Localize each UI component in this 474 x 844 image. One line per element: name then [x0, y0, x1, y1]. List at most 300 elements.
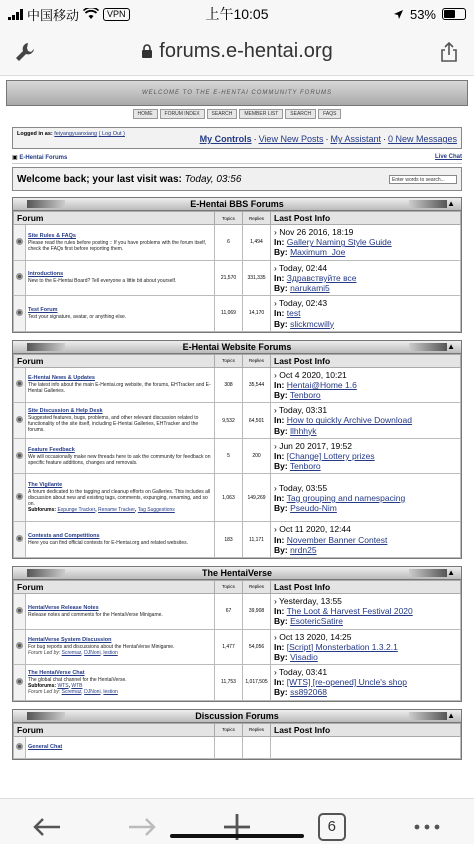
- last-post-date-text: Today, 03:55: [279, 482, 328, 493]
- status-right: [393, 7, 466, 22]
- url-text: forums.e-hentai.org: [159, 40, 333, 62]
- subforum-link[interactable]: Rename Tracker: [98, 507, 136, 514]
- forum-description: Please read the rules before posting :: If you have problems with the forum itself, check the FAQs first before reporting them.: [28, 239, 207, 252]
- collapse-icon[interactable]: ▲: [447, 199, 455, 208]
- last-author-link[interactable]: Tenboro: [289, 390, 321, 401]
- in-label: In:: [274, 272, 285, 283]
- new-messages-link[interactable]: 0 New Messages: [387, 134, 457, 144]
- last-topic-link[interactable]: How to quickly Archive Download: [286, 415, 412, 426]
- last-topic-link[interactable]: [WTS] [re-opened] Uncle's shop: [286, 677, 407, 688]
- welcome-bar: [12, 167, 462, 191]
- by-label: By:: [274, 390, 288, 401]
- last-post-date-text: Yesterday, 13:55: [279, 595, 342, 606]
- view-new-posts-link[interactable]: View New Posts: [258, 134, 324, 144]
- by-label: By:: [274, 282, 288, 293]
- col-topics: Topics: [215, 580, 243, 593]
- topics-count: [215, 736, 243, 758]
- col-last-post: Last Post Info: [271, 212, 461, 225]
- col-replies: Replies: [243, 212, 271, 225]
- vpn-badge: VPN: [103, 8, 130, 21]
- last-post-cell: [271, 522, 461, 558]
- topics-count: 67: [215, 593, 243, 629]
- topics-count: 21,570: [215, 260, 243, 296]
- forum-description: Test your signature, avatar, or anything else.: [28, 313, 127, 320]
- last-author-link[interactable]: Tenboro: [289, 461, 321, 472]
- last-post-cell: [271, 367, 461, 403]
- by-label: By:: [274, 544, 288, 555]
- last-post-topic: [274, 535, 457, 545]
- collapse-icon[interactable]: ▲: [447, 567, 455, 577]
- forum-status-cell: [14, 474, 26, 522]
- category-header: [13, 198, 461, 211]
- header-ornament: [27, 343, 65, 351]
- forum-description: Here you can find official contests for E-Hentai.org and related websites.: [28, 540, 188, 547]
- last-topic-link[interactable]: Tag grouping and namespacing: [286, 492, 406, 503]
- forum-status-icon: [16, 493, 23, 500]
- replies-count: 149,269: [243, 474, 271, 522]
- live-chat-link[interactable]: Live Chat: [434, 154, 462, 160]
- forum-cell: [26, 225, 215, 261]
- last-post-author: [274, 652, 457, 662]
- user-links: [200, 131, 457, 145]
- category-header: [13, 567, 461, 580]
- forum-name-link[interactable]: Introductions: [28, 271, 64, 278]
- breadcrumb-title: ▣ E-Hentai Forums: [12, 155, 68, 161]
- last-post-topic: [274, 415, 457, 425]
- last-post-topic: [274, 237, 457, 247]
- last-post-date-text: Nov 26 2016, 18:19: [279, 227, 354, 237]
- table-row: [14, 403, 461, 439]
- last-post-author: [274, 687, 457, 697]
- replies-count: 11,171: [243, 522, 271, 558]
- forum-name-link[interactable]: Feature Feedback: [28, 446, 75, 453]
- last-topic-link[interactable]: Gallery Naming Style Guide: [286, 237, 392, 248]
- status-bar: [0, 0, 474, 28]
- last-post-cell: [271, 225, 461, 261]
- forward-arrow-icon: [127, 816, 157, 838]
- wrench-icon[interactable]: [8, 35, 42, 69]
- last-post-topic: [274, 606, 457, 616]
- last-post-date: › Oct 11 2020, 12:44: [274, 524, 351, 535]
- replies-count: 200: [243, 438, 271, 474]
- last-post-date: › Today, 03:55: [274, 482, 328, 493]
- forum-status-icon: [16, 535, 23, 542]
- col-replies: Replies: [243, 580, 271, 593]
- forum-description: We will occasionally make new threads here to ask the community for feedback on specific feature additions, changes and removals.: [28, 453, 211, 466]
- by-label: By:: [274, 651, 288, 662]
- col-forum: Forum: [14, 580, 215, 593]
- col-replies: Replies: [243, 723, 271, 736]
- topics-count: 1,477: [215, 629, 243, 665]
- login-info: [17, 131, 125, 145]
- forum-name-link[interactable]: Test Forum: [28, 306, 58, 313]
- by-label: By:: [274, 425, 288, 436]
- category-header: [13, 341, 461, 354]
- category-title: E-Hentai Website Forums: [182, 341, 292, 352]
- last-post-cell: [271, 736, 461, 758]
- replies-count: 64,501: [243, 403, 271, 439]
- forum-table: [13, 580, 461, 701]
- forum-category: [12, 709, 462, 760]
- topics-count: 183: [215, 522, 243, 558]
- last-post-date: › Today, 02:43: [274, 298, 328, 309]
- sep-1: ·: [253, 134, 257, 144]
- leader-link[interactable]: Scremaz: [61, 688, 82, 695]
- last-post-date-text: Today, 02:43: [279, 298, 328, 309]
- forum-status-cell: [14, 225, 26, 261]
- forum-cell: [26, 593, 215, 629]
- table-row: [14, 296, 461, 332]
- forum-cell: [26, 367, 215, 403]
- replies-count: 54,056: [243, 629, 271, 665]
- last-post-author: [274, 461, 457, 471]
- header-ornament: [27, 200, 65, 208]
- topics-count: 11,753: [215, 665, 243, 701]
- home-indicator: [170, 834, 304, 838]
- more-menu-button[interactable]: [403, 803, 451, 844]
- forum-cell: [26, 260, 215, 296]
- col-topics: Topics: [215, 212, 243, 225]
- subforums: Subforums: Expunge Tracker, Rename Tracker, Tag Suggestions: [28, 507, 175, 514]
- in-label: In:: [274, 606, 285, 617]
- by-label: By:: [274, 687, 288, 698]
- top-navigation: [12, 109, 462, 119]
- last-author-link[interactable]: llhhhyk: [290, 425, 317, 436]
- col-topics: Topics: [215, 354, 243, 367]
- last-topic-link[interactable]: [Script] Monsterbation 1.3.2.1: [286, 641, 398, 652]
- last-post-topic: [274, 642, 457, 652]
- carrier-label: 中国移动: [27, 7, 80, 23]
- leader-link[interactable]: lestion: [103, 650, 118, 657]
- leader-link[interactable]: DJNoni: [84, 650, 101, 657]
- last-post-cell: [271, 260, 461, 296]
- search-input[interactable]: Enter words to search...: [389, 175, 457, 184]
- category-title: E-Hentai BBS Forums: [190, 199, 284, 209]
- last-post-author: [274, 283, 457, 293]
- table-row: [14, 367, 461, 403]
- welcome-message: [17, 174, 241, 185]
- nav-search[interactable]: SEARCH: [207, 109, 238, 119]
- status-time: 上午10:05: [205, 6, 269, 22]
- wifi-icon: [83, 8, 99, 20]
- lock-icon: [141, 44, 153, 59]
- forum-name-link[interactable]: Site Discussion & Help Desk: [28, 408, 103, 415]
- nav-forum-index[interactable]: FORUM INDEX: [160, 109, 205, 119]
- forum-table: [13, 354, 461, 558]
- forum-status-icon: [16, 416, 23, 423]
- forum-status-cell: [14, 522, 26, 558]
- col-forum: Forum: [14, 212, 215, 225]
- last-author-link[interactable]: Maximum_Joe: [290, 247, 346, 258]
- nav-search-2[interactable]: SEARCH: [285, 109, 316, 119]
- in-label: In:: [274, 379, 285, 390]
- breadcrumb-link[interactable]: E-Hentai Forums: [19, 155, 68, 161]
- last-topic-link[interactable]: Здравствуйте все: [286, 272, 357, 283]
- forum-status-cell: [14, 296, 26, 332]
- forum-cell: [26, 629, 215, 665]
- forward-button[interactable]: [118, 803, 166, 844]
- subforum-link[interactable]: WTB: [71, 682, 83, 689]
- battery-percent: 53%: [409, 6, 436, 22]
- back-arrow-icon: [32, 816, 62, 838]
- last-topic-link[interactable]: November Banner Contest: [286, 534, 388, 545]
- in-label: In:: [274, 534, 285, 545]
- battery-icon: [442, 8, 466, 20]
- last-post-date: › Today, 03:31: [274, 405, 328, 416]
- forum-banner: [6, 80, 468, 106]
- forum-status-icon: [16, 309, 23, 316]
- col-replies: Replies: [243, 354, 271, 367]
- forum-description: The latest info about the main E-Hentai.org website, the forums, EHTracker and E-Hentai Galleries.: [28, 382, 211, 395]
- table-row: [14, 629, 461, 665]
- header-ornament: [409, 343, 447, 351]
- forum-leaders: Forum Led by: Scremaz, DJNoni, lestion: [28, 688, 118, 695]
- by-label: By:: [274, 247, 288, 258]
- in-label: In:: [274, 237, 285, 248]
- table-row: [14, 438, 461, 474]
- in-label: In:: [274, 641, 285, 652]
- last-post-topic: [274, 493, 457, 503]
- leaders-label: Forum Led by:: [28, 688, 61, 695]
- category-title: The HentaiVerse: [201, 567, 273, 578]
- col-forum: Forum: [14, 354, 215, 367]
- last-post-cell: [271, 474, 461, 522]
- last-post-date-text: Today, 03:31: [279, 405, 328, 416]
- forum-status-cell: [14, 665, 26, 701]
- topics-count: 9,532: [215, 403, 243, 439]
- signal-icon: [8, 9, 23, 20]
- forum-status-cell: [14, 629, 26, 665]
- last-post-author: [274, 503, 457, 513]
- forum-name-link[interactable]: Contests and Competitions: [28, 533, 100, 540]
- replies-count: [243, 736, 271, 758]
- forum-cell: [26, 665, 215, 701]
- last-post-date: › Jun 20 2017, 19:52: [274, 440, 352, 451]
- last-post-date: › Yesterday, 13:55: [274, 595, 342, 606]
- forum-description: The global chat channel for the HentaiVerse.: [28, 676, 127, 683]
- forum-description: A forum dedicated to the tagging and cleanup efforts on Galleries. This includes all discussion about new and existing tags, comments, expunging, renaming, and so on.: [28, 489, 211, 508]
- sep-3: ·: [382, 134, 386, 144]
- forum-name-link[interactable]: HentaiVerse Release Notes: [28, 604, 99, 611]
- leaders-label: Forum Led by:: [28, 650, 61, 657]
- last-post-date: › Today, 02:44: [274, 262, 328, 273]
- last-topic-link[interactable]: Hentai@Home 1.6: [286, 379, 357, 390]
- share-icon[interactable]: [432, 35, 466, 69]
- breadcrumb: [12, 152, 462, 164]
- last-visit-time: Today, 03:56: [184, 173, 242, 185]
- collapse-icon[interactable]: ▲: [447, 710, 455, 720]
- subforum-link[interactable]: WTS: [57, 682, 69, 689]
- header-ornament: [409, 569, 447, 577]
- replies-count: 35,544: [243, 367, 271, 403]
- forum-description: Release notes and comments for the HentaiVerse Minigame.: [28, 611, 163, 618]
- url-bar: [0, 28, 474, 76]
- forum-name-link[interactable]: The HentaiVerse Chat: [28, 669, 85, 676]
- by-label: By:: [274, 502, 288, 513]
- forum-name-link[interactable]: General Chat: [28, 743, 63, 750]
- forum-name-link[interactable]: HentaiVerse System Discussion: [28, 637, 112, 644]
- last-post-cell: [271, 665, 461, 701]
- last-post-topic: [274, 273, 457, 283]
- last-post-cell: [271, 593, 461, 629]
- last-post-author: [274, 616, 457, 626]
- nav-member-list[interactable]: MEMBER LIST: [239, 109, 283, 119]
- col-topics: Topics: [215, 723, 243, 736]
- topics-count: 5: [215, 438, 243, 474]
- forum-cell: [26, 403, 215, 439]
- subforum-link[interactable]: Tag Suggestions: [137, 507, 175, 514]
- forum-status-cell: [14, 438, 26, 474]
- topics-count: 1,063: [215, 474, 243, 522]
- forum-cell: [26, 296, 215, 332]
- in-label: In:: [274, 308, 285, 319]
- by-label: By:: [274, 616, 288, 627]
- last-post-author: [274, 247, 457, 257]
- subforum-link[interactable]: Expunge Tracker: [57, 507, 96, 514]
- col-last-post: Last Post Info: [271, 723, 461, 736]
- banner-text: WELCOME TO THE E-HENTAI COMMUNITY FORUMS: [141, 90, 332, 96]
- col-last-post: Last Post Info: [271, 580, 461, 593]
- header-ornament: [27, 569, 65, 577]
- header-ornament: [409, 712, 447, 720]
- last-post-date-text: Oct 13 2020, 14:25: [279, 631, 352, 642]
- last-post-date: › Oct 4 2020, 10:21: [274, 369, 347, 380]
- last-topic-link[interactable]: The Loot & Harvest Festival 2020: [286, 606, 413, 617]
- forum-description: Suggested features, bugs, problems, and other relevant discussion related to functionality of the site itself, including E-Hentai Galleries, EHTracker and the forums.: [28, 415, 199, 434]
- last-post-cell: [271, 296, 461, 332]
- sep-2: ·: [325, 134, 329, 144]
- last-post-author: [274, 545, 457, 555]
- forum-name-link[interactable]: E-Hentai News & Updates: [28, 375, 95, 382]
- subforums: Subforums: WTS, WTB: [28, 682, 83, 689]
- collapse-icon[interactable]: ▲: [447, 341, 455, 351]
- last-post-topic: [274, 451, 457, 461]
- tab-count: 6: [318, 813, 346, 841]
- last-post-topic: [274, 380, 457, 390]
- table-header: [14, 580, 461, 593]
- in-label: In:: [274, 451, 285, 461]
- forum-table: [13, 723, 461, 759]
- table-row: [14, 522, 461, 558]
- last-author-link[interactable]: ss892068: [290, 687, 327, 698]
- forum-status-cell: [14, 260, 26, 296]
- last-topic-link[interactable]: [Change] Lottery prizes: [286, 451, 375, 461]
- last-post-date-text: Today, 02:44: [279, 262, 328, 273]
- col-forum: Forum: [14, 723, 215, 736]
- table-row: [14, 225, 461, 261]
- forum-name-link[interactable]: Site Rules & FAQs: [28, 232, 76, 239]
- username-link[interactable]: feiyangyuanxiang: [54, 131, 98, 137]
- forum-status-icon: [16, 743, 23, 750]
- last-author-link[interactable]: narukami5: [290, 282, 330, 293]
- table-header: [14, 354, 461, 367]
- leader-link[interactable]: DJNoni: [84, 688, 101, 695]
- last-post-cell: [271, 438, 461, 474]
- forum-status-icon: [16, 678, 23, 685]
- last-post-date-text: Jun 20 2017, 19:52: [279, 440, 352, 451]
- table-row: [14, 474, 461, 522]
- last-post-date-text: Oct 4 2020, 10:21: [279, 369, 347, 380]
- location-arrow-icon: [393, 9, 404, 20]
- my-assistant-link[interactable]: My Assistant: [330, 134, 381, 144]
- col-last-post: Last Post Info: [271, 354, 461, 367]
- table-row: [14, 260, 461, 296]
- my-controls-link[interactable]: My Controls: [199, 134, 252, 144]
- table-row: [14, 593, 461, 629]
- logout-link[interactable]: ( Log Out ): [98, 131, 125, 137]
- last-author-link[interactable]: EsotericSatire: [290, 616, 343, 627]
- in-label: In:: [274, 415, 285, 426]
- forum-name-link[interactable]: The Vigilante: [28, 482, 63, 489]
- last-author-link[interactable]: Visadio: [290, 651, 318, 662]
- header-ornament: [409, 200, 447, 208]
- last-post-cell: [271, 403, 461, 439]
- last-post-topic: [274, 677, 457, 687]
- forum-status-icon: [16, 607, 23, 614]
- last-post-date-text: Today, 03:41: [279, 667, 328, 678]
- table-header: [14, 723, 461, 736]
- forum-description: For bug reports and discussions about the HentaiVerse Minigame.: [28, 644, 175, 651]
- forum-cell: [26, 522, 215, 558]
- forum-status-icon: [16, 380, 23, 387]
- subforums-label: Subforums:: [28, 682, 57, 689]
- last-post-author: [274, 319, 457, 329]
- by-label: By:: [274, 461, 288, 472]
- nav-home[interactable]: HOME: [133, 109, 158, 119]
- forum-cell: [26, 736, 215, 758]
- forum-description: New to the E-Hentai Board? Tell everyone a little bit about yourself.: [28, 278, 177, 285]
- forum-status-cell: [14, 367, 26, 403]
- welcome-label: Welcome back; your last visit was:: [17, 173, 182, 185]
- forum-status-icon: [16, 273, 23, 280]
- last-post-author: [274, 426, 457, 436]
- topics-count: 11,069: [215, 296, 243, 332]
- forum-status-icon: [16, 238, 23, 245]
- last-author-link[interactable]: slickmcwilly: [290, 318, 334, 329]
- subforums-label: Subforums:: [28, 507, 57, 514]
- address-field[interactable]: [42, 40, 432, 63]
- forum-status-icon: [16, 642, 23, 649]
- by-label: By:: [274, 318, 288, 329]
- nav-faqs[interactable]: FAQS: [318, 109, 341, 119]
- forum-table: [13, 211, 461, 332]
- back-button[interactable]: [23, 803, 71, 844]
- last-post-date: › Nov 26 2016, 18:19: [274, 227, 354, 237]
- forum-status-icon: [16, 452, 23, 459]
- leader-link[interactable]: lestion: [103, 688, 118, 695]
- forum-status-cell: [14, 593, 26, 629]
- tabs-button[interactable]: [308, 803, 356, 844]
- replies-count: 14,170: [243, 296, 271, 332]
- last-author-link[interactable]: nrdn25: [290, 544, 317, 555]
- login-box: [12, 127, 462, 149]
- forum-category: [12, 566, 462, 702]
- category-list: [12, 197, 462, 760]
- topics-count: 308: [215, 367, 243, 403]
- last-post-topic: [274, 308, 457, 318]
- last-topic-link[interactable]: test: [286, 308, 301, 319]
- last-post-author: [274, 390, 457, 400]
- leader-link[interactable]: Scremaz: [61, 650, 82, 657]
- table-header: [14, 212, 461, 225]
- login-prefix: Logged in as:: [17, 131, 53, 137]
- replies-count: 1,494: [243, 225, 271, 261]
- in-label: In:: [274, 492, 285, 503]
- header-ornament: [27, 712, 65, 720]
- last-post-date-text: Oct 11 2020, 12:44: [279, 524, 351, 535]
- last-author-link[interactable]: Pseudo-Nim: [290, 502, 337, 513]
- status-left: [8, 5, 130, 24]
